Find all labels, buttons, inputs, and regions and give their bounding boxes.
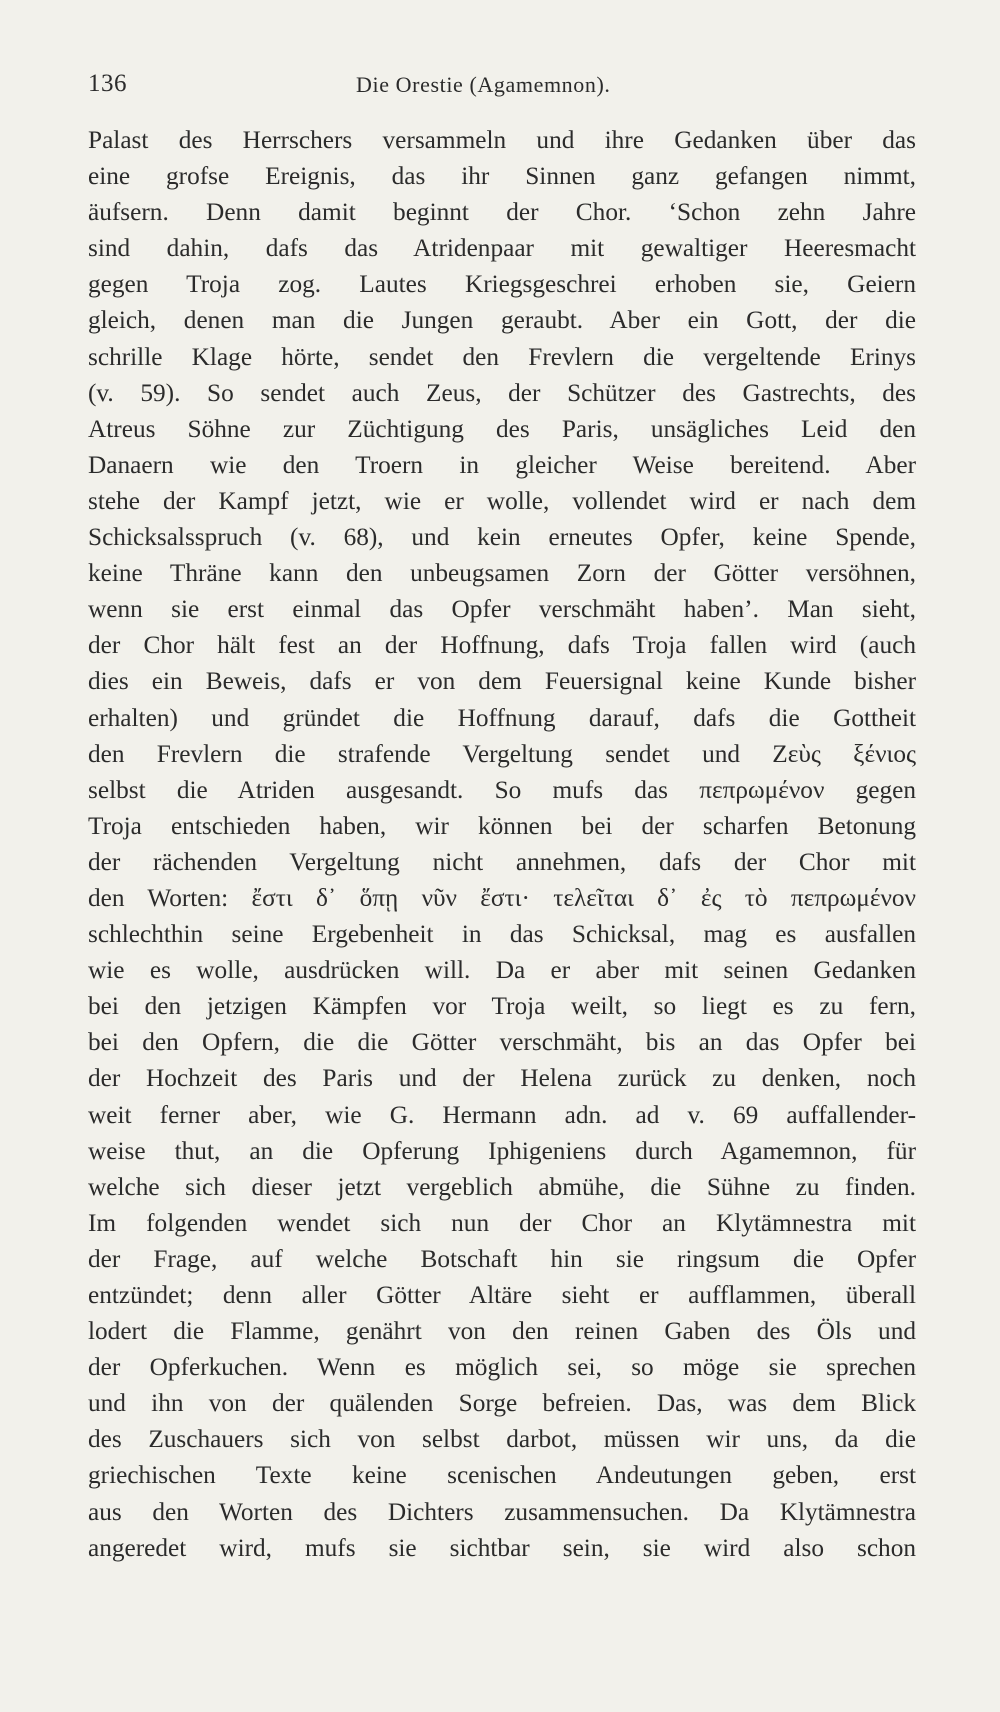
text-line-18: den Frevlern die strafende Vergeltung sendet und Ζεὺς ξένιος bbox=[88, 739, 916, 768]
text-line-30: welche sich dieser jetzt vergeblich abmühe, die Sühne zu finden. bbox=[88, 1172, 916, 1201]
text-line-6: gleich, denen man die Jungen geraubt. Aber ein Gott, der die bbox=[88, 306, 916, 335]
text-line-38: griechischen Texte keine scenischen Andeutungen geben, erst bbox=[88, 1461, 916, 1490]
text-line-2: eine grofse Ereignis, das ihr Sinnen ganz gefangen nimmt, bbox=[88, 162, 916, 191]
text-line-16: dies ein Beweis, dafs er von dem Feuersignal keine Kunde bisher bbox=[88, 667, 916, 696]
body-text bbox=[88, 122, 916, 1566]
text-line-1: Palast des Herrschers versammeln und ihre Gedanken über das bbox=[88, 126, 916, 154]
text-line-3: äufsern. Denn damit beginnt der Chor. ‘Schon zehn Jahre bbox=[88, 198, 916, 227]
text-line-11: stehe der Kampf jetzt, wie er wolle, vollendet wird er nach dem bbox=[88, 486, 916, 515]
text-line-20: Troja entschieden haben, wir können bei der scharfen Betonung bbox=[88, 811, 916, 840]
text-line-26: bei den Opfern, die die Götter verschmäht, bis an das Opfer bei bbox=[88, 1028, 916, 1057]
text-line-24: wie es wolle, ausdrücken will. Da er aber mit seinen Gedanken bbox=[88, 956, 916, 985]
text-line-5: gegen Troja zog. Lautes Kriegsgeschrei erhoben sie, Geiern bbox=[88, 270, 916, 299]
text-line-14: wenn sie erst einmal das Opfer verschmäht haben’. Man sieht, bbox=[88, 595, 916, 624]
text-line-27: der Hochzeit des Paris und der Helena zurück zu denken, noch bbox=[88, 1064, 916, 1093]
page-header bbox=[88, 70, 918, 110]
text-line-17: erhalten) und gründet die Hoffnung darauf, dafs die Gottheit bbox=[88, 703, 916, 732]
text-line-39: aus den Worten des Dichters zusammensuchen. Da Klytämnestra bbox=[88, 1497, 916, 1526]
text-line-13: keine Thräne kann den unbeugsamen Zorn der Götter versöhnen, bbox=[88, 559, 916, 588]
text-line-31: Im folgenden wendet sich nun der Chor an Klytämnestra mit bbox=[88, 1208, 916, 1237]
running-title: Die Orestie (Agamemnon). bbox=[356, 72, 611, 97]
text-line-40: angeredet wird, mufs sie sichtbar sein, sie wird also schon bbox=[88, 1533, 916, 1562]
text-line-7: schrille Klage hörte, sendet den Frevlern die vergeltende Erinys bbox=[88, 342, 916, 371]
text-line-25: bei den jetzigen Kämpfen vor Troja weilt, so liegt es zu fern, bbox=[88, 992, 916, 1021]
text-line-32: der Frage, auf welche Botschaft hin sie ringsum die Opfer bbox=[88, 1244, 916, 1273]
text-line-22: den Worten: ἔστι δ᾽ ὅπῃ νῦν ἔστι· τελεῖται δ᾽ ἐς τὸ πεπρωμένον bbox=[88, 883, 916, 912]
text-line-35: der Opferkuchen. Wenn es möglich sei, so möge sie sprechen bbox=[88, 1353, 916, 1382]
text-line-4: sind dahin, dafs das Atridenpaar mit gewaltiger Heeresmacht bbox=[88, 234, 916, 263]
text-line-15: der Chor hält fest an der Hoffnung, dafs Troja fallen wird (auch bbox=[88, 631, 916, 660]
text-line-19: selbst die Atriden ausgesandt. So mufs das πεπρωμένον gegen bbox=[88, 775, 916, 804]
text-line-21: der rächenden Vergeltung nicht annehmen, dafs der Chor mit bbox=[88, 847, 916, 876]
text-line-29: weise thut, an die Opferung Iphigeniens durch Agamemnon, für bbox=[88, 1136, 916, 1165]
text-line-9: Atreus Söhne zur Züchtigung des Paris, unsägliches Leid den bbox=[88, 414, 916, 443]
text-line-33: entzündet; denn aller Götter Altäre sieht er aufflammen, überall bbox=[88, 1281, 916, 1309]
text-line-34: lodert die Flamme, genährt von den reinen Gaben des Öls und bbox=[88, 1317, 916, 1346]
page-number: 136 bbox=[88, 70, 127, 97]
text-line-10: Danaern wie den Troern in gleicher Weise bereitend. Aber bbox=[88, 450, 916, 479]
text-line-37: des Zuschauers sich von selbst darbot, müssen wir uns, da die bbox=[88, 1425, 916, 1454]
text-line-12: Schicksalsspruch (v. 68), und kein erneutes Opfer, keine Spende, bbox=[88, 523, 916, 552]
text-line-36: und ihn von der quälenden Sorge befreien. Das, was dem Blick bbox=[88, 1389, 916, 1418]
text-line-28: weit ferner aber, wie G. Hermann adn. ad v. 69 auffallender- bbox=[88, 1100, 916, 1129]
text-line-8: (v. 59). So sendet auch Zeus, der Schützer des Gastrechts, des bbox=[88, 378, 916, 407]
text-line-23: schlechthin seine Ergebenheit in das Schicksal, mag es ausfallen bbox=[88, 920, 916, 949]
